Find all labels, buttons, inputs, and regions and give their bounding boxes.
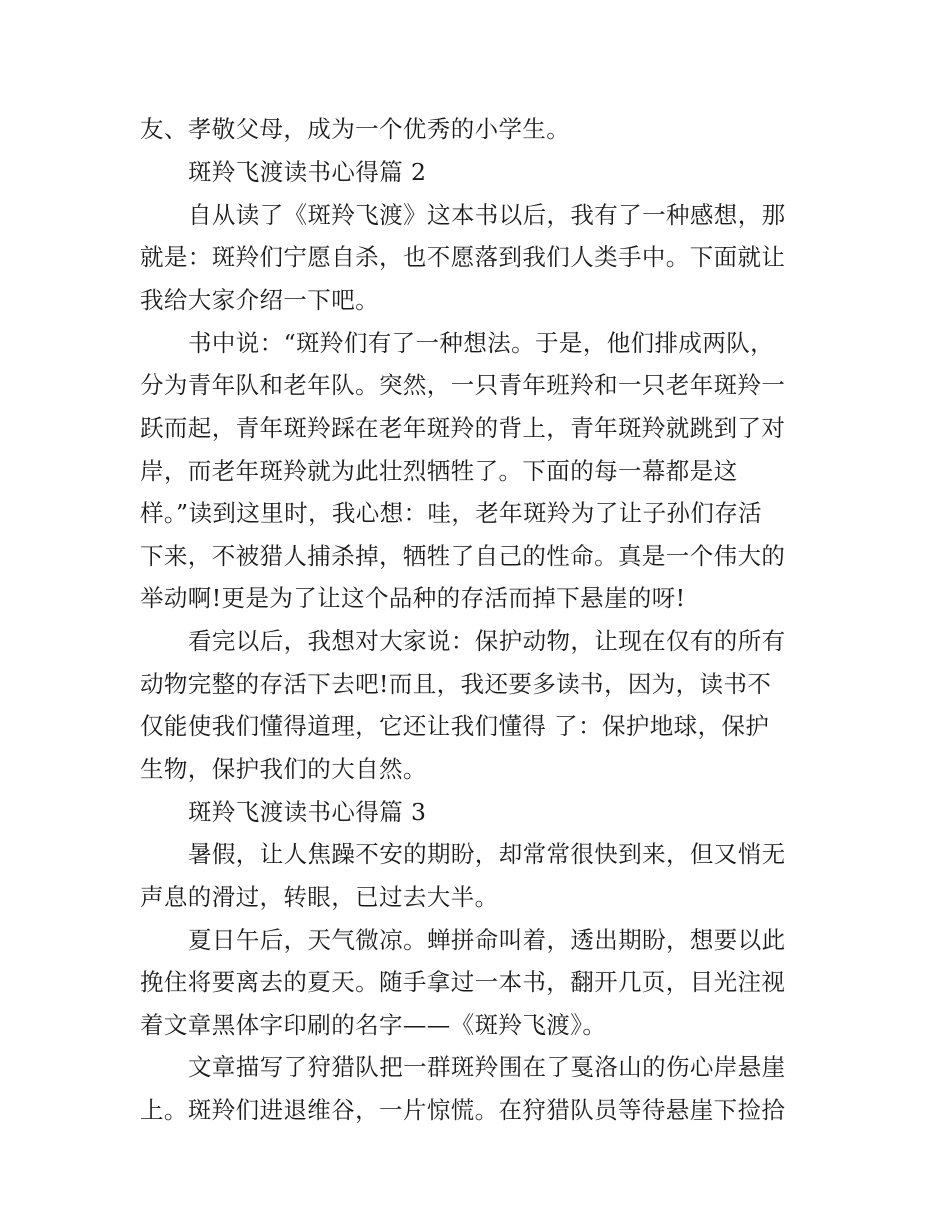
paragraph-line: 声息的滑过，转眼，已过去大半。	[140, 883, 499, 911]
paragraph-line: 分为青年队和老年队。突然，一只青年班羚和一只老年斑羚一	[140, 371, 786, 399]
paragraph-line: 着文章黑体字印刷的名字——《斑羚飞渡》。	[140, 1011, 607, 1039]
paragraph-line: 仅能使我们懂得道理，它还让我们懂得 了：保护地球，保护	[140, 712, 770, 740]
paragraph-line: 上。斑羚们进退维谷，一片惊慌。在狩猎队员等待悬崖下捡拾	[140, 1096, 786, 1124]
paragraph-line: 文章描写了狩猎队把一群斑羚围在了戛洛山的伤心岸悬崖	[188, 1053, 786, 1081]
paragraph-line: 就是：斑羚们宁愿自杀，也不愿落到我们人类手中。下面就让	[140, 243, 786, 271]
section-heading: 斑羚飞渡读书心得篇 3	[188, 798, 427, 826]
paragraph-line: 样。”读到这里时，我心想：哇，老年斑羚为了让子孙们存活	[140, 499, 763, 527]
paragraph-line: 友、孝敬父母，成为一个优秀的小学生。	[140, 115, 571, 143]
paragraph-line: 挽住将要离去的夏天。随手拿过一本书，翻开几页，目光注视	[140, 968, 786, 996]
section-heading: 斑羚飞渡读书心得篇 2	[188, 158, 427, 186]
paragraph-line: 书中说：“斑羚们有了一种想法。于是，他们排成两队，	[188, 329, 775, 357]
paragraph-line: 举动啊!更是为了让这个品种的存活而掉下悬崖的呀!	[140, 584, 686, 612]
paragraph-line: 生物，保护我们的大自然。	[140, 755, 427, 783]
paragraph-line: 自从读了《斑羚飞渡》这本书以后，我有了一种感想，那	[188, 201, 786, 229]
paragraph-line: 岸，而老年斑羚就为此壮烈牺牲了。下面的每一幕都是这	[140, 457, 738, 485]
paragraph-line: 下来，不被猎人捕杀掉，牺牲了自己的性命。真是一个伟大的	[140, 542, 786, 570]
paragraph-line: 夏日午后，天气微凉。蝉拼命叫着，透出期盼，想要以此	[188, 926, 786, 954]
paragraph-line: 跃而起，青年斑羚踩在老年斑羚的背上，青年斑羚就跳到了对	[140, 414, 786, 442]
paragraph-line: 暑假，让人焦躁不安的期盼，却常常很快到来，但又悄无	[188, 840, 786, 868]
paragraph-line: 看完以后，我想对大家说：保护动物，让现在仅有的所有	[188, 627, 786, 655]
paragraph-line: 动物完整的存活下去吧!而且，我还要多读书，因为，读书不	[140, 670, 772, 698]
paragraph-line: 我给大家介绍一下吧。	[140, 286, 379, 314]
